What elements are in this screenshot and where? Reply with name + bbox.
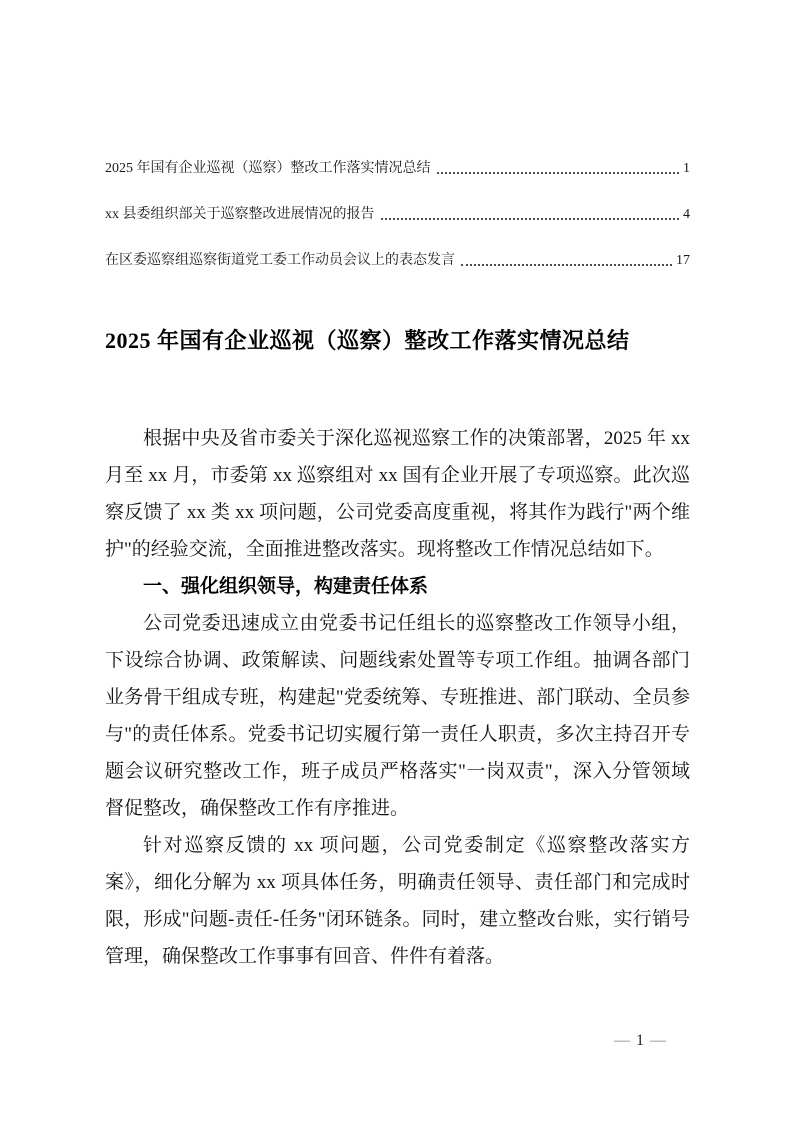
intro-paragraph: 根据中央及省市委关于深化巡视巡察工作的决策部署，2025 年 xx 月至 xx 月，市委第 xx 巡察组对 xx 国有企业开展了专项巡察。此次巡察反馈了 xx 类 xx 项问题，公司党委高度重视，将其作为践行"两个维护"的经验交流，全面推进整改落实。现将整改工作情况总结如下。	[105, 428, 690, 560]
toc-entry-page-number: 4	[683, 207, 690, 222]
footer-page-number: 1	[636, 1032, 644, 1049]
toc-entry	[105, 251, 690, 270]
dotted-leader	[461, 264, 672, 266]
body-paragraph: 公司党委迅速成立由党委书记任组长的巡察整改工作领导小组，下设综合协调、政策解读、问题线索处置等专项工作组。抽调各部门业务骨干组成专班，构建起"党委统筹、专班推进、部门联动、全员参与"的责任体系。党委书记切实履行第一责任人职责，多次主持召开专题会议研究整改工作，班子成员严格落实"一岗双责"，深入分管领域督促整改，确保整改工作有序推进。	[105, 613, 690, 819]
footer-dash-right: —	[650, 1032, 666, 1049]
toc-entry-title: 在区委巡察组巡察街道党工委工作动员会议上的表态发言	[105, 253, 455, 268]
toc-entry	[105, 159, 690, 178]
footer-dash-left: —	[614, 1032, 630, 1049]
page-number	[608, 1031, 672, 1051]
dotted-leader	[437, 172, 680, 174]
toc-entry	[105, 205, 690, 224]
body-paragraph: 针对巡察反馈的 xx 项问题，公司党委制定《巡察整改落实方案》，细化分解为 xx 项具体任务，明确责任领导、责任部门和完成时限，形成"问题-责任-任务"闭环链条。同时，建立整改台账，实行销号管理，确保整改工作事事有回音、件件有着落。	[105, 835, 690, 967]
toc-entry-page-number: 1	[683, 161, 690, 176]
table-of-contents	[105, 159, 690, 297]
toc-entry-title: xx 县委组织部关于巡察整改进展情况的报告	[105, 207, 375, 222]
section-heading: 一、强化组织领导，构建责任体系	[143, 576, 429, 597]
dotted-leader	[381, 218, 680, 220]
document-title: 2025 年国有企业巡视（巡察）整改工作落实情况总结	[105, 328, 630, 353]
toc-entry-page-number: 17	[676, 253, 690, 268]
toc-entry-title: 2025 年国有企业巡视（巡察）整改工作落实情况总结	[105, 161, 431, 176]
document-body	[105, 420, 690, 975]
